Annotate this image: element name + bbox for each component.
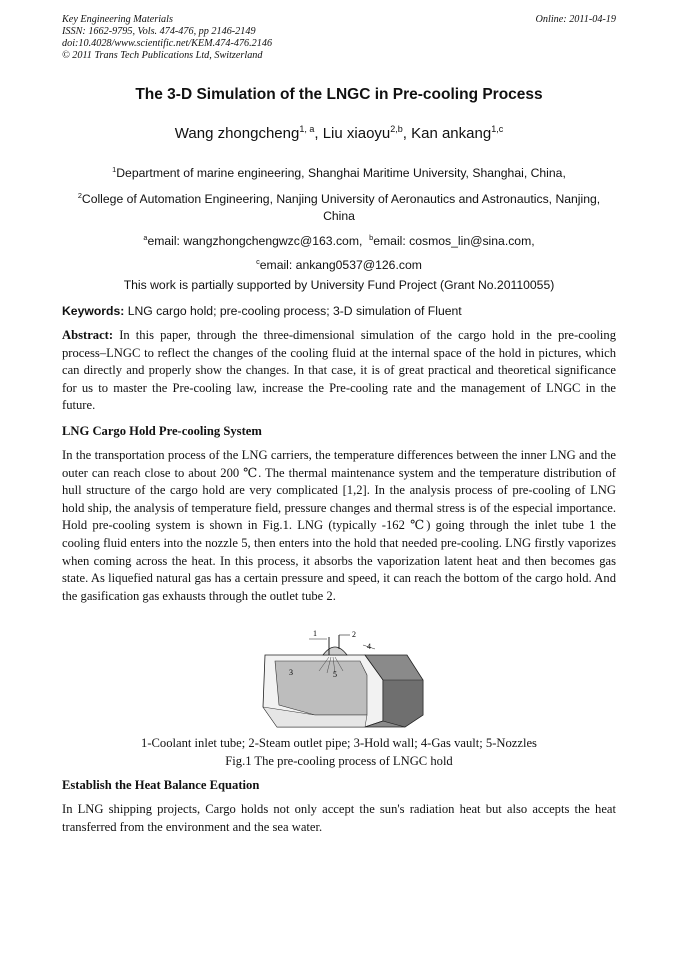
aff-text: College of Automation Engineering, Nanjing University of Aeronautics and Astronautics, Nanjing, China	[81, 192, 601, 224]
gas-vault-dome	[323, 647, 347, 655]
figure-caption: Fig.1 The pre-cooling process of LNGC hold	[225, 754, 453, 768]
label-5: 5	[333, 670, 337, 679]
keywords-label: Keywords:	[62, 304, 125, 318]
keywords	[62, 304, 616, 318]
author-sup: 2,b	[390, 124, 403, 134]
email-b[interactable]: email: cosmos_lin@sina.com,	[373, 234, 535, 249]
aff-sup: 1	[112, 165, 117, 174]
section-body: In LNG shipping projects, Cargo holds not only accept the sun's radiation heat but also accepts the heat transferred from the environment and the sea water.	[62, 802, 616, 834]
label-4: 4	[367, 642, 371, 651]
email-sup: b	[369, 233, 374, 242]
author-separator: ,	[402, 125, 412, 142]
cargo-hold-diagram	[255, 625, 425, 731]
email-line-1	[62, 229, 616, 250]
aff-sup: 2	[77, 191, 82, 200]
funding-note: This work is partially supported by University Fund Project (Grant No.20110055)	[123, 278, 555, 292]
keywords-text: LNG cargo hold; pre-cooling process; 3-D simulation of Fluent	[127, 304, 462, 318]
author-line	[0, 124, 678, 142]
author-name: Liu xiaoyu	[322, 125, 391, 142]
email-line-2	[62, 253, 616, 274]
copyright-line: © 2011 Trans Tech Publications Ltd, Switzerland	[62, 50, 263, 61]
label-3: 3	[289, 668, 293, 677]
journal-name: Key Engineering Materials	[62, 14, 173, 25]
email-a[interactable]: email: wangzhongchengwzc@163.com,	[147, 234, 363, 249]
online-date: Online: 2011-04-19	[535, 14, 616, 25]
label-2: 2	[352, 630, 356, 639]
section-body: In the transportation process of the LNG carriers, the temperature differences between the inner LNG and the outer can reach close to about 200 ℃. The thermal maintenance system and the temperature distribution of hull structure of the cargo hold are very complicated [1,2]. In the analysis process of pre-cooling of LNG hold ship, the analysis of temperature field, pressure changes and thermal stress is of the especial importance. Hold pre-cooling system is shown in Fig.1. LNG (typically -162 ℃) going through the inlet tube 1 the cooling fluid enters into the nozzle 5, then enters into the hold that needed pre-cooling. LNG firstly vaporizes when coming across the heat. In this process, it absorbs the vaporization latent heat and then becomes gas state. As liquefied natural gas has a certain pressure and speed, it can reach the bottom of the cargo hold. And the gasification gas exhausts through the outlet tube 2.	[62, 448, 616, 603]
figure-legend: 1-Coolant inlet tube; 2-Steam outlet pipe; 3-Hold wall; 4-Gas vault; 5-Nozzles	[141, 736, 537, 750]
author-name: Kan ankang	[411, 125, 492, 142]
aff-text: Department of marine engineering, Shanghai Maritime University, Shanghai, China,	[116, 166, 566, 181]
abstract	[62, 327, 616, 415]
email-c[interactable]: email: ankang0537@126.com	[259, 258, 422, 273]
doi-line: doi:10.4028/www.scientific.net/KEM.474-476.2146	[62, 38, 273, 49]
author-sup: 1, a	[299, 124, 315, 134]
running-header	[62, 14, 616, 62]
paper-title: The 3-D Simulation of the LNGC in Pre-cooling Process	[135, 86, 543, 103]
section-heading: LNG Cargo Hold Pre-cooling System	[62, 424, 262, 438]
abstract-text: In this paper, through the three-dimensional simulation of the cargo hold in the pre-cooling process–LNGC to reflect the changes of the cooling fluid at the internal space of the hold in pictures, which can directly and properly show the changes. In that case, it is of great practical and theoretical significance for us to master the Pre-cooling law, increase the Pre-cooling rate and the management of LNGC in the future.	[62, 328, 616, 413]
email-sup: a	[143, 233, 148, 242]
email-sup: c	[256, 257, 260, 266]
label-1: 1	[313, 629, 317, 638]
issn-line: ISSN: 1662-9795, Vols. 474-476, pp 2146-2149	[62, 26, 256, 37]
affiliation-2	[62, 187, 616, 225]
author-name: Wang zhongcheng	[174, 125, 300, 142]
hold-side-lower	[383, 680, 423, 727]
section-heading: Establish the Heat Balance Equation	[62, 778, 260, 792]
author-sup: 1,c	[491, 124, 504, 134]
abstract-label: Abstract:	[62, 328, 114, 342]
author-separator: ,	[314, 125, 323, 142]
affiliation-1	[62, 161, 616, 182]
